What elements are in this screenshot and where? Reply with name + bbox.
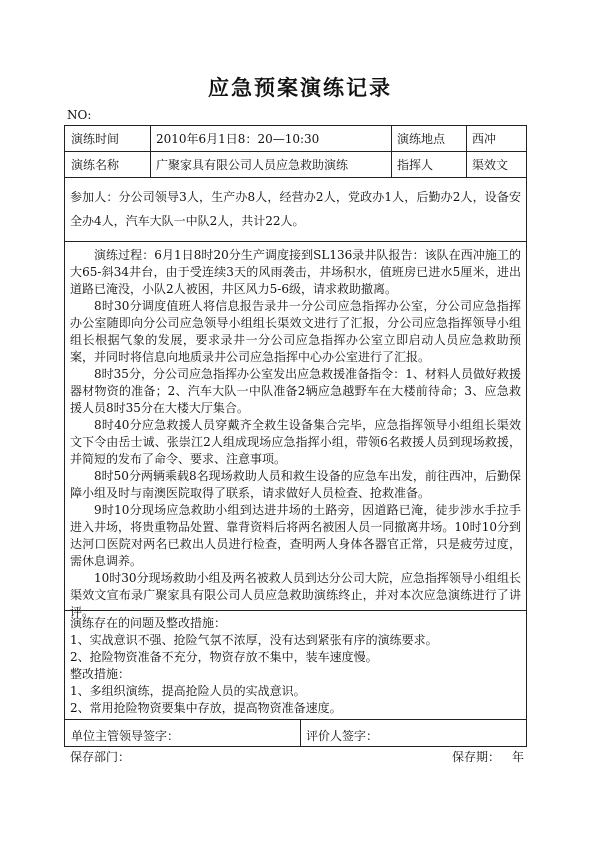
evaluator-signature-label: 评价人签字：	[306, 729, 379, 743]
storage-department-label: 保存部门：	[70, 750, 131, 764]
process-paragraph: 8时50分两辆乘载8名现场救助人员和救生设备的应急车出发，前往西冲，后勤保障小组及时与南澳医院取得了联系，请求做好人员检查、抢救准备。	[70, 469, 521, 500]
row-divider	[65, 177, 526, 178]
measure-item: 1、多组织演练，提高抢险人员的实战意识。	[70, 684, 306, 698]
row-divider	[65, 719, 526, 720]
commander-label: 指挥人	[397, 158, 434, 172]
column-divider	[391, 126, 392, 177]
drill-process	[70, 247, 521, 621]
row-divider	[65, 241, 526, 242]
problem-item: 1、实战意识不强、抢险气氛不浓厚，没有达到紧张有序的演练要求。	[70, 633, 438, 647]
page-title: 应急预案演练记录	[208, 75, 392, 100]
process-paragraph: 8时40分应急救援人员穿戴齐全救生设备集合完毕，应急指挥领导小组组长渠效文下令由岳士诚、张崇江2人组成现场应急指挥小组，带领6名救援人员到现场救援，并简短的发布了命令、要求、注意事项。	[70, 418, 521, 466]
issues-section	[70, 615, 521, 717]
measures-heading: 整改措施：	[70, 667, 131, 681]
process-paragraph: 演练过程：6月1日8时20分生产调度接到SL136录井队报告：该队在西冲施工的大65-斜34井台，由于受连续3天的风雨袭击，井场积水，值班房已进水5厘米，进出道路已淹没，小队2人被困，井区风力5-6级，请求救助撤离。	[70, 248, 521, 296]
process-paragraph: 8时35分，分公司应急指挥办公室发出应急救援准备指令：1、材料人员做好救援器材物资的准备；2、汽车大队一中队准备2辆应急越野车在大楼前待命；3、应急救援人员8时35分在大楼大厅集合。	[70, 367, 521, 415]
process-paragraph: 10时30分现场救助小组及两名被救人员到达分公司大院，应急指挥领导小组组长渠效文宣布录广聚家具有限公司人员应急救助演练终止，并对本次应急演练进行了讲评。	[70, 571, 521, 619]
drill-name-label: 演练名称	[71, 158, 120, 172]
participants-paragraph: 参加人：分公司领导3人，生产办8人，经营办2人，党政办1人，后勤办2人，设备安全办4人，汽车大队一中队2人，共计22人。	[70, 190, 521, 228]
drill-name-value: 广聚家具有限公司人员应急救助演练	[156, 158, 349, 172]
storage-period-label: 保存期：	[452, 750, 501, 764]
process-paragraph: 9时10分现场应急救助小组到达进井场的土路旁，因道路已淹，徒步涉水手拉手进入井场，将贵重物品处置、靠背资料后将两名被困人员一同撤离井场。10时10分到达河口医院对两名已救出人员进行检查，查明两人身体各器官正常，只是疲劳过度，需休息调养。	[70, 503, 521, 568]
commander-value: 渠效文	[472, 158, 509, 172]
drill-time-label: 演练时间	[71, 132, 120, 146]
issues-heading: 演练存在的问题及整改措施：	[70, 616, 227, 630]
column-divider	[150, 126, 151, 177]
record-table	[64, 125, 527, 747]
process-paragraph: 8时30分调度值班人将信息报告录井一分公司应急指挥办公室，分公司应急指挥办公室随即向分公司应急领导小组组长渠效文进行了汇报，分公司应急指挥领导小组组长根据气象的发展，要求录井一分公司应急指挥办公室立即启动人员应急救助预案，并同时将信息向地质录井公司应急指挥中心办公室进行了汇报。	[70, 299, 521, 364]
storage-year-label: 年	[512, 750, 525, 764]
measure-item: 2、常用抢险物资要集中存放，提高物资准备速度。	[70, 701, 342, 715]
row-divider	[65, 151, 526, 152]
problem-item: 2、抢险物资准备不充分，物资存放不集中，装车速度慢。	[70, 650, 378, 664]
drill-place-label: 演练地点	[397, 132, 446, 146]
participants-text	[70, 185, 521, 233]
leader-signature-label: 单位主管领导签字：	[71, 729, 180, 743]
column-divider	[300, 719, 301, 747]
drill-place-value: 西冲	[472, 132, 497, 146]
record-number-label: NO:	[67, 108, 92, 122]
drill-time-value: 2010年6月1日8：20—10:30	[156, 132, 320, 146]
column-divider	[466, 126, 467, 177]
